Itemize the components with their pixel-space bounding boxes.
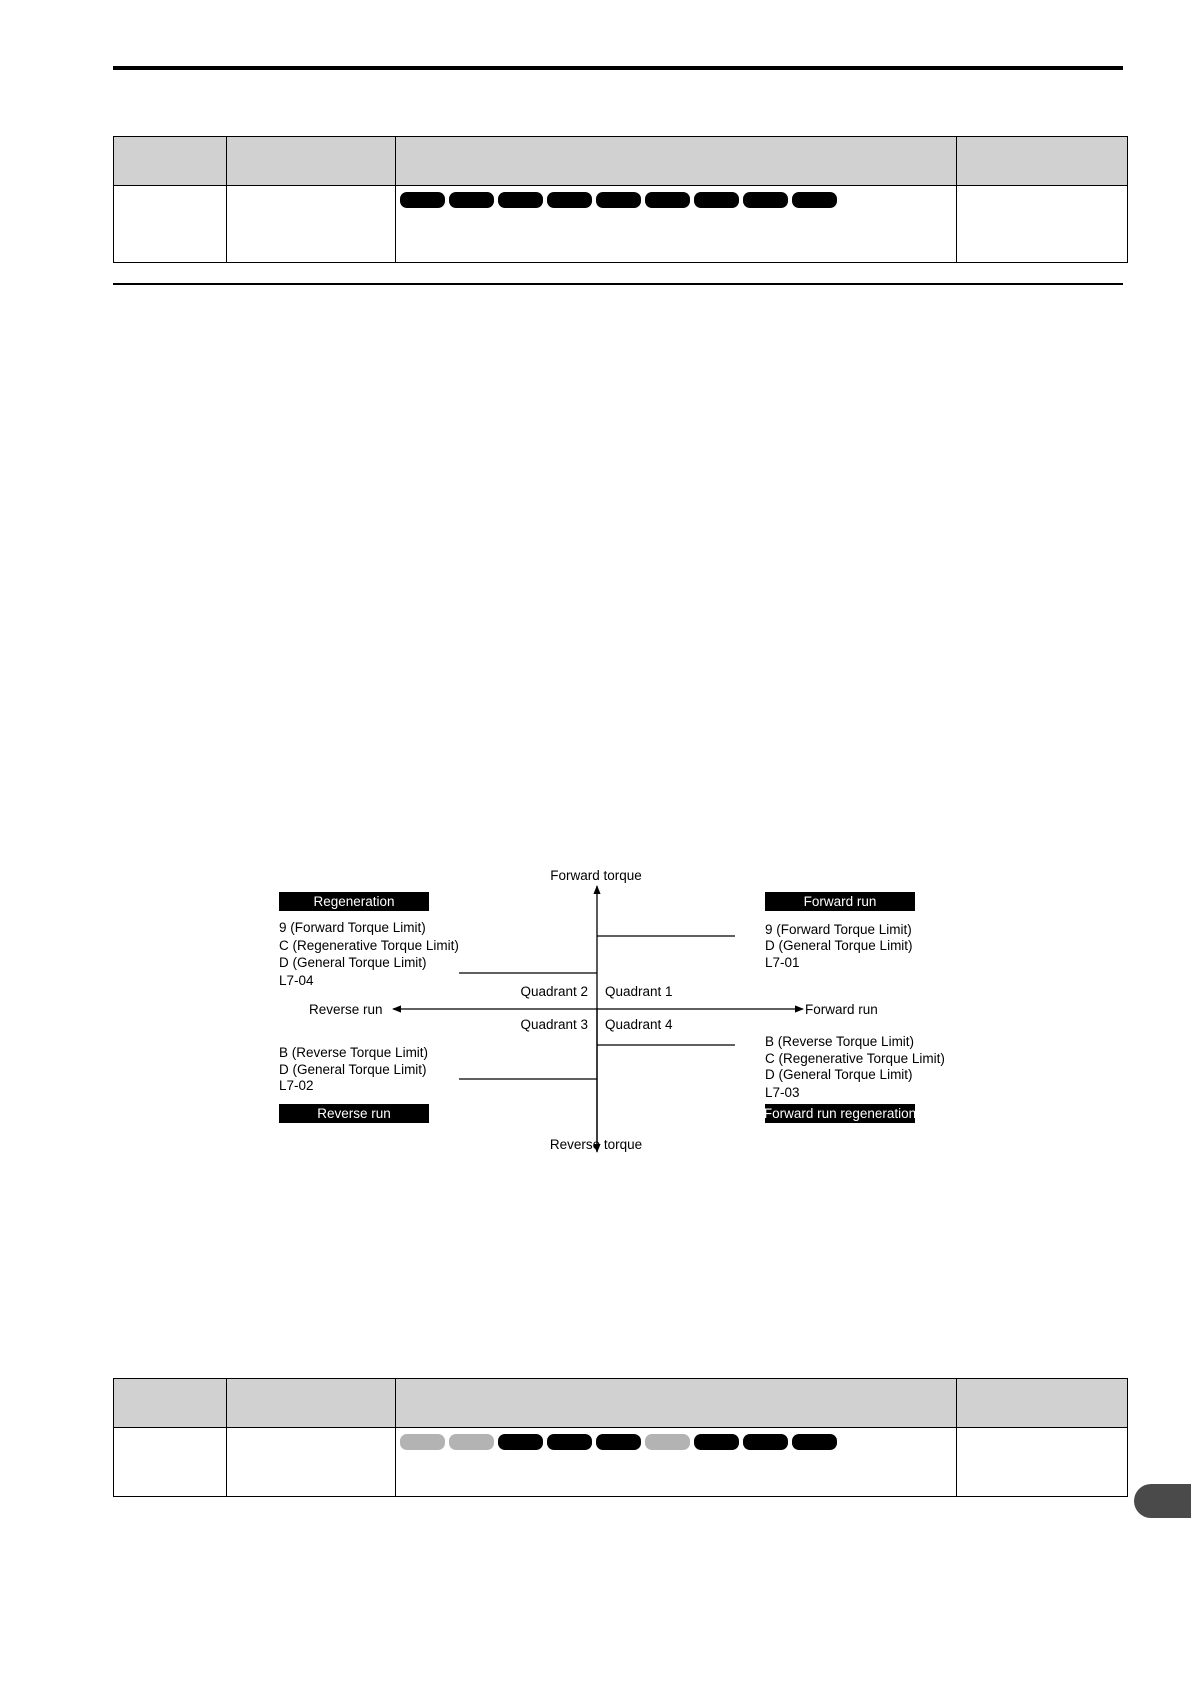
- indicator-5: [596, 1434, 641, 1450]
- indicator-8: [743, 1434, 788, 1450]
- reverse-torque-label: Reverse torque: [549, 1137, 643, 1152]
- header-cell-default: [957, 1379, 1128, 1428]
- indicator-1: [400, 1434, 445, 1450]
- table-header-row: [114, 1379, 1128, 1428]
- q3-line: D (General Torque Limit): [279, 1062, 427, 1077]
- q2-line: C (Regenerative Torque Limit): [279, 938, 459, 953]
- cell-no: [114, 1428, 227, 1497]
- forward-torque-label: Forward torque: [550, 868, 642, 883]
- quadrant-4-label: Quadrant 4: [605, 1017, 673, 1032]
- table-row: [114, 1428, 1128, 1497]
- regeneration-box-label: Regeneration: [313, 894, 395, 909]
- reverse-run-label: Reverse run: [309, 1002, 383, 1017]
- forward-run-regeneration-box-label: Forward run regeneration: [763, 1106, 917, 1121]
- forward-run-box-label: Forward run: [803, 894, 877, 909]
- forward-run-label: Forward run: [805, 1002, 878, 1017]
- q3-line: L7-02: [279, 1078, 314, 1093]
- q4-line: D (General Torque Limit): [765, 1067, 913, 1082]
- cell-name: [227, 1428, 396, 1497]
- q4-line: L7-03: [765, 1085, 800, 1100]
- q1-line: 9 (Forward Torque Limit): [765, 922, 912, 937]
- quadrant-3-label: Quadrant 3: [520, 1017, 588, 1032]
- q4-line: B (Reverse Torque Limit): [765, 1034, 915, 1049]
- indicator-7: [694, 1434, 739, 1450]
- quadrant-2-label: Quadrant 2: [520, 984, 588, 999]
- indicator-2: [449, 1434, 494, 1450]
- q2-line: D (General Torque Limit): [279, 955, 427, 970]
- header-cell-description: [396, 1379, 957, 1428]
- q4-line: C (Regenerative Torque Limit): [765, 1051, 945, 1066]
- cell-default: [957, 1428, 1128, 1497]
- control-mode-indicators: [396, 1428, 956, 1450]
- q1-line: D (General Torque Limit): [765, 938, 913, 953]
- q3-line: B (Reverse Torque Limit): [279, 1045, 429, 1060]
- indicator-9: [792, 1434, 837, 1450]
- header-cell-no: [114, 1379, 227, 1428]
- indicator-4: [547, 1434, 592, 1450]
- q1-line: L7-01: [765, 955, 800, 970]
- header-cell-name: [227, 1379, 396, 1428]
- indicator-3: [498, 1434, 543, 1450]
- chapter-tab: [1134, 1484, 1191, 1518]
- reverse-run-box-label: Reverse run: [317, 1106, 391, 1121]
- indicator-6: [645, 1434, 690, 1450]
- cell-description: [396, 1428, 957, 1497]
- q2-line: L7-04: [279, 973, 314, 988]
- quadrant-1-label: Quadrant 1: [605, 984, 673, 999]
- parameter-table-2: [113, 1378, 1128, 1497]
- q2-line: 9 (Forward Torque Limit): [279, 920, 426, 935]
